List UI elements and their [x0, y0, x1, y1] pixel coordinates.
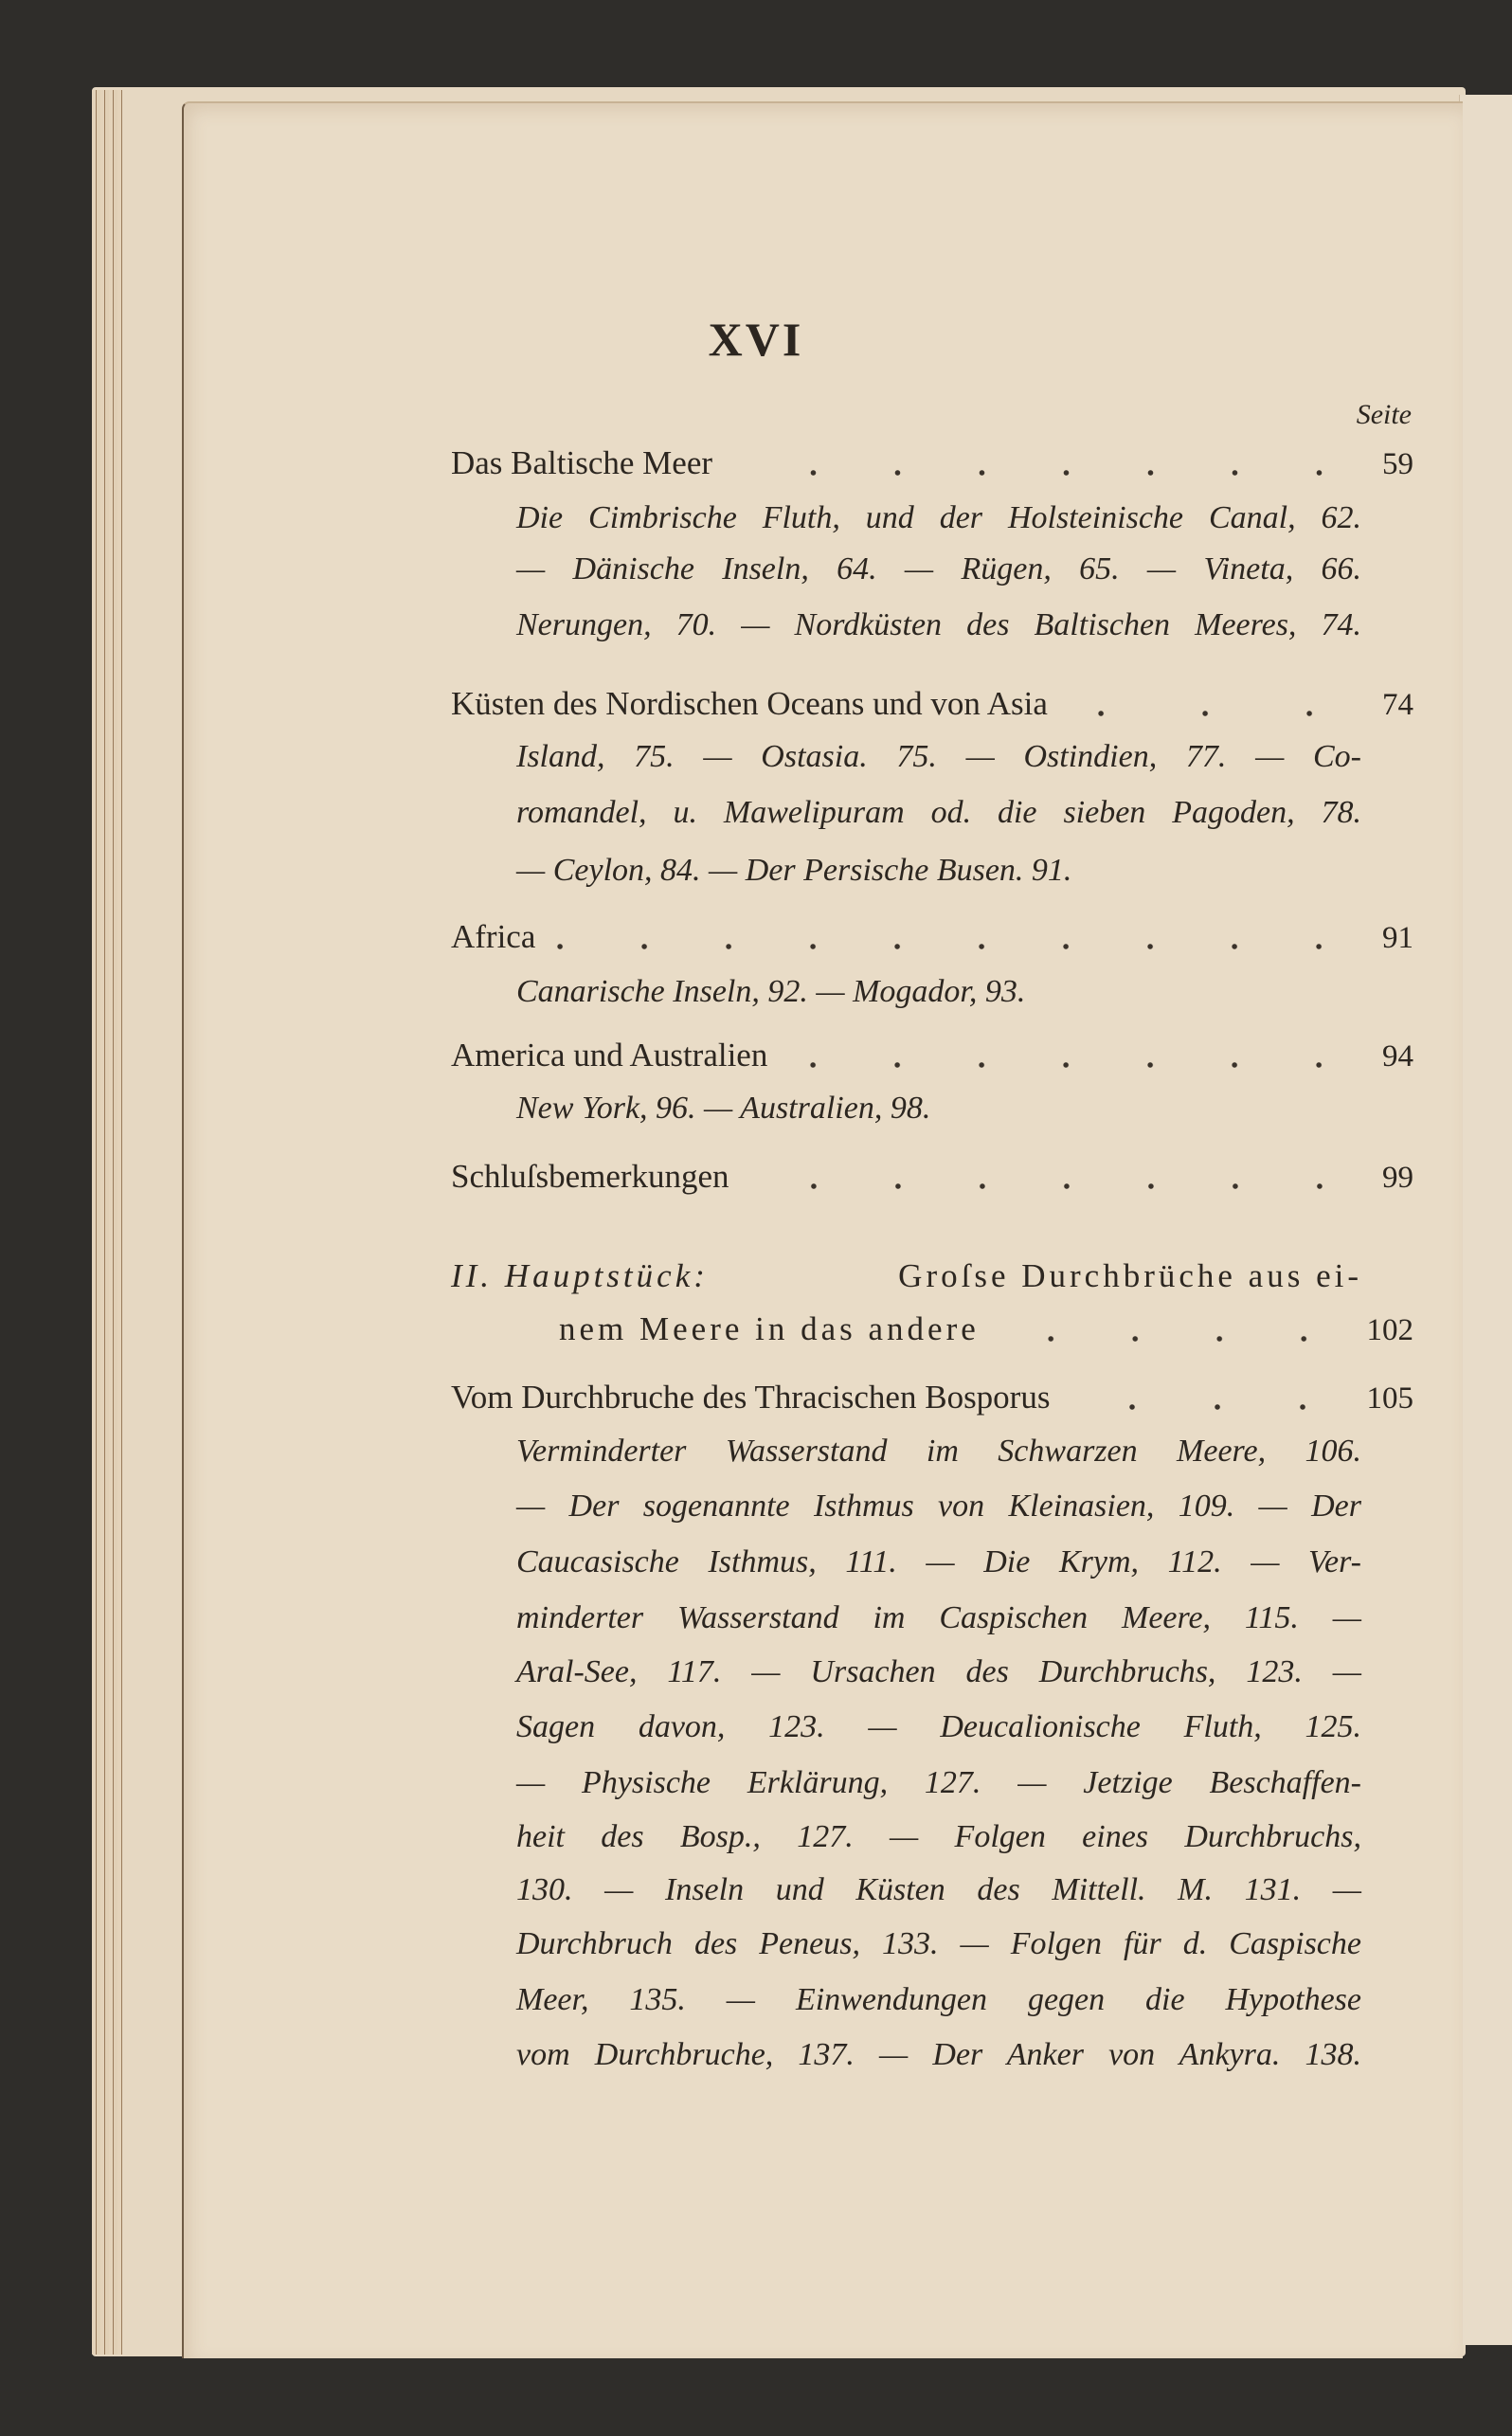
toc-subentry: Island, 75. — Ostasia. 75. — Ostindien, 77. — Co-: [516, 739, 1361, 774]
toc-subentry: Durchbruch des Peneus, 133. — Folgen für d. Caspische: [516, 1926, 1361, 1961]
toc-subentry: Meer, 135. — Einwendungen gegen die Hypothese: [516, 1982, 1361, 2017]
chapter-title: Groſse Durchbrüche aus ei-: [898, 1257, 1362, 1294]
toc-subentry: Canarische Inseln, 92. — Mogador, 93.: [516, 974, 1026, 1009]
entry-page: 74: [1382, 688, 1413, 722]
entry-title: Küsten des Nordischen Oceans und von Asia: [451, 685, 1048, 722]
dot-leader: [1069, 711, 1361, 716]
toc-subentry: Nerungen, 70. — Nordküsten des Baltischen Meeres, 74.: [516, 607, 1361, 642]
entry-title: Schluſsbemerkungen: [451, 1158, 729, 1195]
entry-title: Das Baltische Meer: [451, 444, 713, 481]
dot-leader: [1000, 1336, 1346, 1342]
chapter-heading: [451, 1259, 1362, 1293]
entry-title: Africa: [451, 918, 536, 955]
entry-title: Vom Durchbruche des Thracischen Bosporus: [451, 1379, 1051, 1416]
toc-subentry: Caucasische Isthmus, 111. — Die Krym, 112. — Ver-: [516, 1544, 1361, 1579]
toc-subentry: New York, 96. — Australien, 98.: [516, 1091, 931, 1126]
entry-page: 94: [1382, 1039, 1413, 1074]
toc-entry: [451, 920, 1413, 955]
page-edges: [92, 90, 122, 2355]
toc-subentry: Die Cimbrische Fluth, und der Holsteinische Canal, 62.: [516, 500, 1361, 535]
toc-entry: [451, 687, 1413, 722]
entry-page: 102: [1366, 1313, 1413, 1347]
toc-entry: [451, 1038, 1413, 1074]
toc-subentry: Sagen davon, 123. — Deucalionische Fluth, 125.: [516, 1709, 1361, 1744]
entry-page: 105: [1366, 1381, 1413, 1416]
toc-subentry: 130. — Inseln und Küsten des Mittell. M. 131. —: [516, 1872, 1361, 1907]
toc-subentry: — Der sogenannte Isthmus von Kleinasien, 109. — Der: [516, 1489, 1361, 1524]
entry-page: 99: [1382, 1161, 1413, 1195]
toc-subentry: — Dänische Inseln, 64. — Rügen, 65. — Vineta, 66.: [516, 551, 1361, 586]
dot-leader: [788, 1062, 1361, 1068]
book-page: [182, 101, 1463, 2358]
dot-leader: [556, 944, 1361, 949]
entry-title: America und Australien: [451, 1037, 768, 1074]
column-label: Seite: [1356, 399, 1412, 430]
page-number: XVI: [708, 313, 804, 366]
toc-subentry: Aral-See, 117. — Ursachen des Durchbruchs, 123. —: [516, 1654, 1361, 1689]
dot-leader: [733, 470, 1361, 476]
facing-page-edge: [1459, 95, 1512, 2345]
entry-page: 91: [1382, 921, 1413, 955]
toc-subentry: heit des Bosp., 127. — Folgen eines Durchbruchs,: [516, 1819, 1361, 1854]
dot-leader: [1071, 1404, 1345, 1410]
toc-subentry: — Physische Erklärung, 127. — Jetzige Beschaffen-: [516, 1765, 1361, 1800]
toc-subentry: — Ceylon, 84. — Der Persische Busen. 91.: [516, 853, 1072, 888]
toc-entry: [451, 1380, 1413, 1416]
toc-subentry: romandel, u. Mawelipuram od. die sieben Pagoden, 78.: [516, 795, 1361, 830]
dot-leader: [750, 1183, 1361, 1189]
toc-entry: [451, 446, 1413, 481]
chapter-label: II. Hauptstück:: [451, 1257, 709, 1294]
entry-page: 59: [1382, 447, 1413, 481]
toc-subentry: vom Durchbruche, 137. — Der Anker von Ankyra. 138.: [516, 2037, 1361, 2072]
chapter-title-cont: nem Meere in das andere: [559, 1310, 980, 1347]
toc-subentry: Verminderter Wasserstand im Schwarzen Meere, 106.: [516, 1434, 1361, 1469]
toc-entry: [451, 1160, 1413, 1195]
toc-entry: [559, 1312, 1413, 1347]
toc-subentry: minderter Wasserstand im Caspischen Meere, 115. —: [516, 1600, 1361, 1635]
